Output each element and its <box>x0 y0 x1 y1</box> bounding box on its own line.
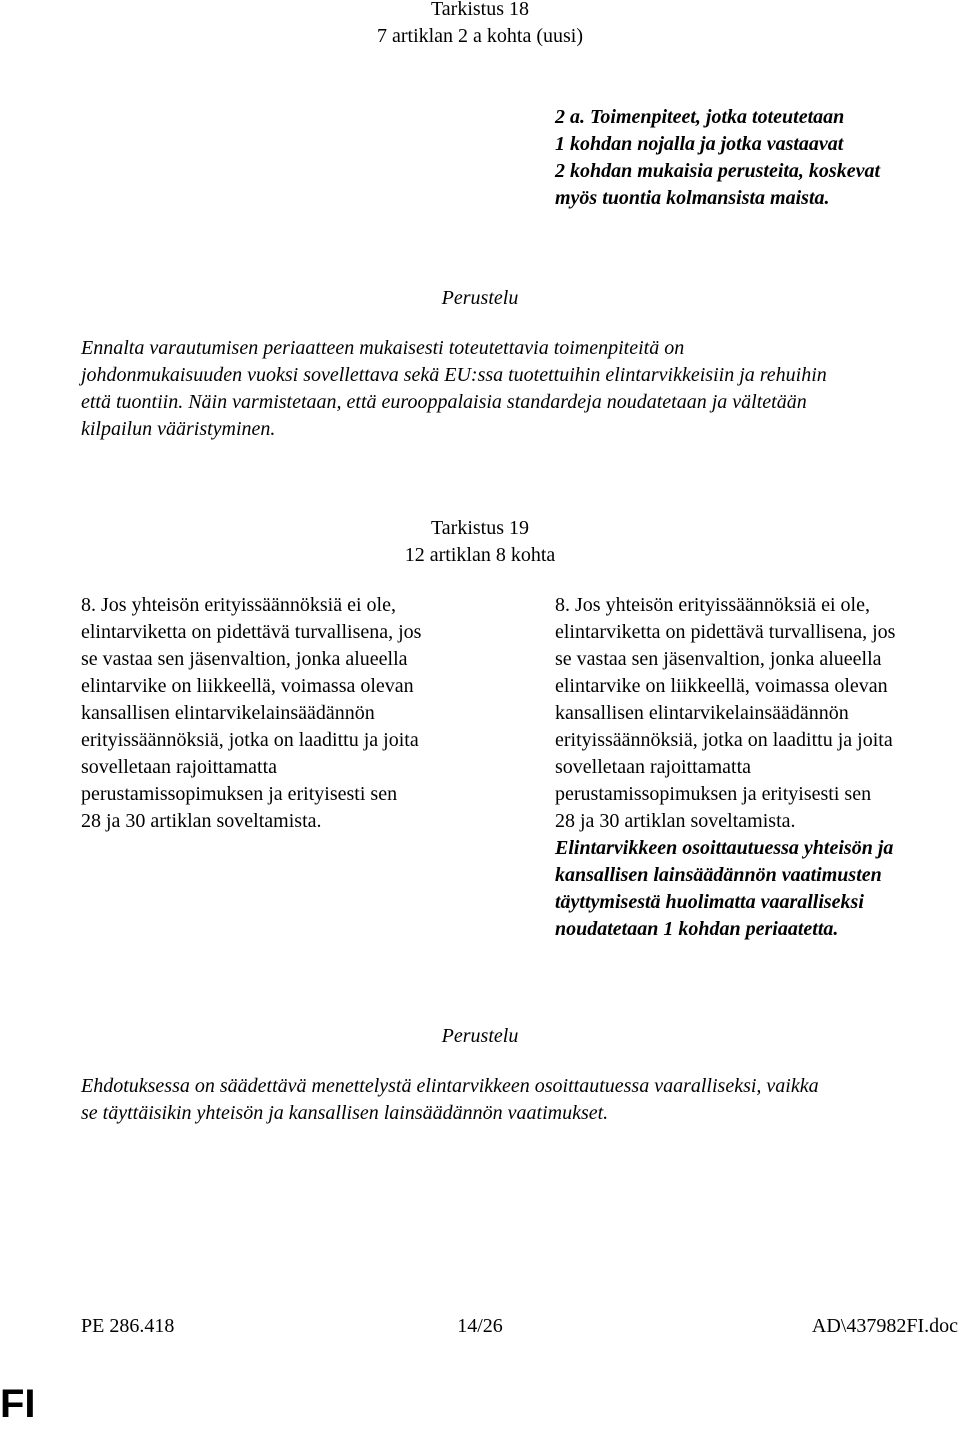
text-line: elintarvike on liikkeellä, voimassa olevan <box>81 675 414 697</box>
text-line: kansallisen elintarvikelainsäädännön <box>555 702 849 724</box>
text-line: perustamissopimuksen ja erityisesti sen <box>555 783 872 805</box>
amendment-19-subtitle: 12 artiklan 8 kohta <box>404 544 556 566</box>
text-line: täyttymisestä huolimatta vaaralliseksi <box>555 891 864 913</box>
text-line: 28 ja 30 artiklan soveltamista. <box>81 810 322 832</box>
text-line: erityissäännöksiä, jotka on laadittu ja joita <box>555 729 893 751</box>
footer-page-number: 14/26 <box>457 1315 503 1337</box>
added-text <box>555 835 895 943</box>
text-line: 2 kohdan mukaisia perusteita, koskevat <box>555 160 881 182</box>
justification-heading: Perustelu <box>441 1025 519 1047</box>
text-line: että tuontiin. Näin varmistetaan, että eurooppalaisia standardeja noudatetaan ja vältetään <box>81 391 807 413</box>
language-code: FI <box>0 1382 36 1426</box>
text-line: 2 a. Toimenpiteet, jotka toteutetaan <box>555 106 845 128</box>
text-line: kilpailun vääristyminen. <box>81 418 276 440</box>
text-line: Ennalta varautumisen periaatteen mukaisesti toteutettavia toimenpiteitä on <box>81 337 685 359</box>
text-line: noudatetaan 1 kohdan periaatetta. <box>555 918 839 940</box>
text-line: 28 ja 30 artiklan soveltamista. <box>555 810 796 832</box>
text-line: elintarviketta on pidettävä turvallisena, jos <box>555 621 896 643</box>
commission-text-column <box>81 592 421 835</box>
text-line: Elintarvikkeen osoittautuessa yhteisön ja <box>555 837 894 859</box>
amendment-18-new-text <box>555 104 880 212</box>
text-line: kansallisen lainsäädännön vaatimusten <box>555 864 882 886</box>
text-line: elintarviketta on pidettävä turvallisena, jos <box>81 621 422 643</box>
text-line: sovelletaan rajoittamatta <box>81 756 278 778</box>
text-line: se vastaa sen jäsenvaltion, jonka alueella <box>81 648 408 670</box>
text-line: elintarvike on liikkeellä, voimassa olevan <box>555 675 888 697</box>
amendment-19-title: Tarkistus 19 <box>430 517 530 539</box>
amendment-19-justification <box>81 1073 819 1127</box>
amendment-18-justification <box>81 335 827 443</box>
text-line: sovelletaan rajoittamatta <box>555 756 752 778</box>
text-line: se täyttäisikin yhteisön ja kansallisen lainsäädännön vaatimukset. <box>81 1102 609 1124</box>
footer-reference: PE 286.418 <box>81 1315 175 1337</box>
footer-document-name: AD\437982FI.doc <box>811 1315 958 1337</box>
text-line: erityissäännöksiä, jotka on laadittu ja joita <box>81 729 419 751</box>
text-line: perustamissopimuksen ja erityisesti sen <box>81 783 398 805</box>
text-line: kansallisen elintarvikelainsäädännön <box>81 702 375 724</box>
justification-heading: Perustelu <box>441 287 519 309</box>
text-line: 1 kohdan nojalla ja jotka vastaavat <box>555 133 844 155</box>
text-line: se vastaa sen jäsenvaltion, jonka alueella <box>555 648 882 670</box>
amendment-text-column <box>555 592 895 943</box>
text-line: johdonmukaisuuden vuoksi sovellettava sekä EU:ssa tuotettuihin elintarvikkeisiin ja rehuihin <box>81 364 827 386</box>
text-line: Ehdotuksessa on säädettävä menettelystä elintarvikkeen osoittautuessa vaaralliseksi, vaikka <box>81 1075 819 1097</box>
text-line: 8. Jos yhteisön erityissäännöksiä ei ole, <box>555 594 870 616</box>
text-line: 8. Jos yhteisön erityissäännöksiä ei ole, <box>81 594 396 616</box>
amendment-18-title: Tarkistus 18 <box>430 0 530 20</box>
text-line: myös tuontia kolmansista maista. <box>555 187 830 209</box>
amendment-18-subtitle: 7 artiklan 2 a kohta (uusi) <box>376 25 584 47</box>
